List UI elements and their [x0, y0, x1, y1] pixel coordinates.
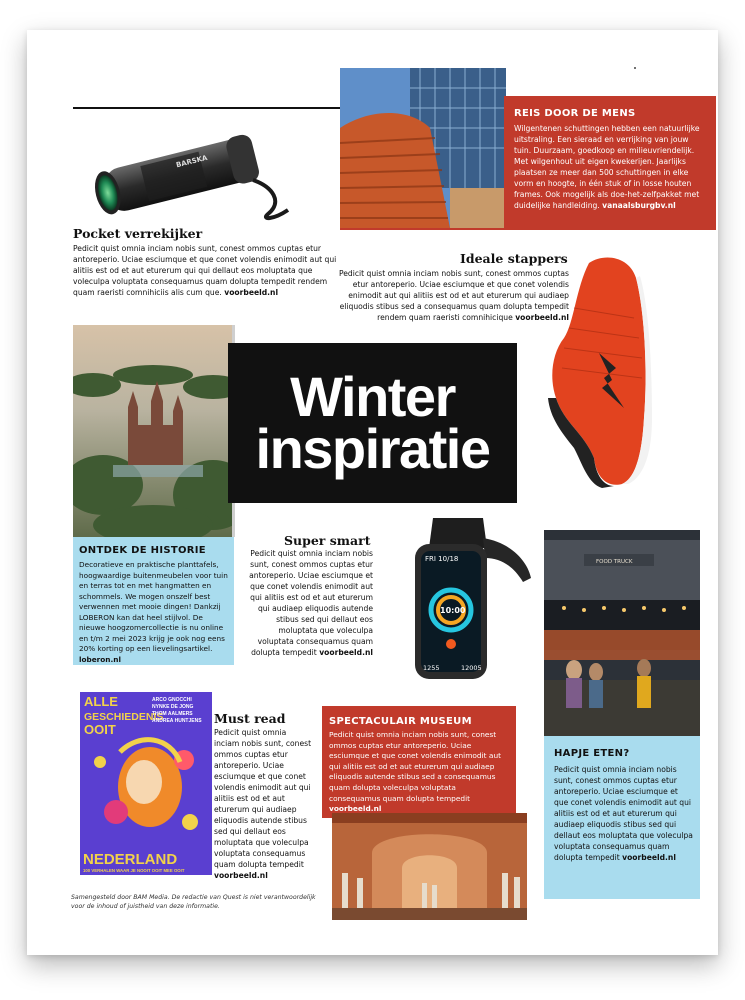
stappers-text: Pedicit quist omnia inciam nobis sunt, conest ommos cuptas etur antoreperio. Uciae esciumque et que conet volendis enimodit aut qui alitiis est od et aut eturerum qui audiaep eliquodis stibus sed a consequamus quam dolupta tempedit rendem quam raeristi comnihicique: [338, 269, 569, 322]
castle-image: [73, 325, 235, 537]
watch-steps: 12005: [461, 664, 482, 672]
verrekijker-link[interactable]: voorbeeld.nl: [224, 288, 279, 297]
smartwatch-image: [383, 518, 531, 683]
museum-interior-image: [332, 813, 527, 920]
stappers-link[interactable]: voorbeeld.nl: [515, 313, 569, 322]
museum-building-image: [340, 68, 506, 228]
reis-link[interactable]: vanaalsburgbv.nl: [602, 201, 676, 210]
watch-time: 10:00: [440, 606, 466, 615]
museum-heading: SPECTACULAIR MUSEUM: [329, 716, 472, 727]
book-top-1: ALLE: [84, 694, 118, 709]
title-line-1: Winter: [290, 365, 455, 428]
smart-text: Pedicit quist omnia inciam nobis sunt, conest ommos cuptas etur antoreperio. Uciae esciumque et que conet volendis enimodit aut qui alitiis est od et aut eturerum qui audiaep eliquodis autende stibus sed qui dellaut eos moluptata que voleculpa voluptata consequamus quam dolupta tempedit: [249, 549, 373, 657]
book-author-2: NYNKE DE JONG: [152, 704, 194, 710]
book-bottom: NEDERLAND: [83, 851, 178, 868]
footer-note: Samengesteld door BAM Media. De redactie van Quest is niet verantwoordelijk voor de inhoud of juistheid van deze informatie.: [71, 894, 316, 910]
hapje-heading: HAPJE ETEN?: [554, 748, 630, 759]
historie-link[interactable]: loberon.nl: [79, 654, 121, 664]
monocular-image: [83, 122, 301, 222]
stappers-heading: Ideale stappers: [460, 251, 568, 266]
book-author-3: THOM AALMERS: [152, 711, 193, 717]
verrekijker-body: [73, 243, 341, 298]
museum-link[interactable]: voorbeeld.nl: [329, 804, 382, 814]
historie-box: [73, 537, 234, 665]
reis-heading: REIS DOOR DE MENS: [514, 108, 636, 119]
hapje-box: [544, 736, 700, 899]
reis-body: [514, 123, 708, 211]
museum-box: [322, 706, 516, 818]
historie-body: [79, 560, 228, 665]
mustread-heading: Must read: [214, 711, 286, 726]
book-top-2: GESCHIEDENIS: [84, 711, 164, 723]
watch-date: FRI 10/18: [425, 555, 459, 563]
reis-text: Wilgentenen schuttingen hebben een natuurlijke uitstraling. Een sieraad en verrijking van jouw tuin. Duurzaam, goedkoop en milieuvriendelijk. Met wilgenhout uit eigen kwekerijen. Jaarlijks plaatsen ze meer dan 500 schuttingen in elke vorm en hoogte, in één stuk of in losse houten frames. Ook mogelijk als doe-het-zelfpakket met duidelijke handleiding.: [514, 124, 700, 210]
smart-body: [249, 548, 373, 658]
smart-link[interactable]: voorbeeld.nl: [319, 648, 373, 657]
historie-heading: ONTDEK DE HISTORIE: [79, 545, 206, 556]
mustread-text: Pedicit quist omnia inciam nobis sunt, conest ommos cuptas etur antoreperio. Uciae esciumque et que conet volendis enimodit aut qui alitiis est od et aut eturerum qui audiaep eliquodis autende stibus sed qui dellaut eos moluptata que voleculpa voluptata consequamus quam dolupta tempedit: [214, 728, 312, 869]
reis-red-strip: [340, 228, 716, 230]
hapje-body: [554, 764, 694, 863]
book-author-1: ARCO GNOCCHI: [152, 697, 192, 703]
magazine-page: [27, 30, 718, 955]
book-top-3: OOIT: [84, 722, 116, 737]
museum-body: [329, 730, 509, 815]
smart-heading: Super smart: [284, 533, 371, 548]
page-dot: [634, 67, 636, 69]
top-rule: [73, 107, 343, 109]
museum-text: Pedicit quist omnia inciam nobis sunt, conest ommos cuptas etur antoreperio. Uciae esciumque et que conet volendis enimodit aut qui alitiis est od et aut eturerum qui audiaep eliquodis autende stibus sed a consequamus quam dolupta voleculpa voluptata consequamus quam dolupta tempedit: [329, 730, 502, 803]
foodtruck-sign: FOOD TRUCK: [596, 559, 633, 565]
watch-calories: 1255: [423, 664, 440, 672]
running-shoe-image: [544, 248, 652, 488]
reis-box: [504, 96, 716, 229]
verrekijker-text: Pedicit quist omnia inciam nobis sunt, conest ommos cuptas etur antoreperio. Uciae esciumque et que conet volendis enimodit aut qui alitiis est od et aut eturerum qui qui dellaut eos moluptata que voleculpa voluptata consequamus quam dolupta tempedit rendem quam raeristi comnihiciis alis cum que.: [73, 244, 337, 297]
verrekijker-heading: Pocket verrekijker: [73, 226, 203, 241]
mustread-body: [214, 727, 312, 881]
brand-text: BARSKA: [175, 153, 209, 170]
historie-text: Decoratieve en praktische planttafels, hoogwaardige buitenmeubelen voor tuin en terras tot en met hangmatten en schommels. We mogen onszelf best verwennen met mooie dingen! Dankzij LOBERON kan dat heel stijlvol. De nieuwe hoogzomercollectie is nu online en t/m 2 mei 2023 krijg je ook nog eens 20% korting op een lievelingsartikel.: [79, 560, 228, 653]
hapje-link[interactable]: voorbeeld.nl: [622, 853, 676, 862]
title-block: [228, 343, 517, 503]
book-cover-image: [80, 692, 212, 875]
food-truck-image: [544, 530, 700, 736]
stappers-body: [337, 268, 569, 323]
book-author-4: ANDREA HUNTJENS: [152, 718, 202, 724]
hapje-text: Pedicit quist omnia inciam nobis sunt, conest ommos cuptas etur antoreperio. Uciae esciumque et que conet volendis enimodit aut qui alitiis est od et aut eturerum qui audiaep eliquodis stibus sed qui dellaut eos moluptata que voleculpa voluptata consequamus quam dolupta tempedit: [554, 765, 693, 862]
book-tagline: 100 VERHALEN WAAR JE NOOIT OOIT MEE OOIT: [83, 868, 185, 873]
title-line-2: inspiratie: [255, 417, 490, 480]
mustread-link[interactable]: voorbeeld.nl: [214, 871, 268, 880]
